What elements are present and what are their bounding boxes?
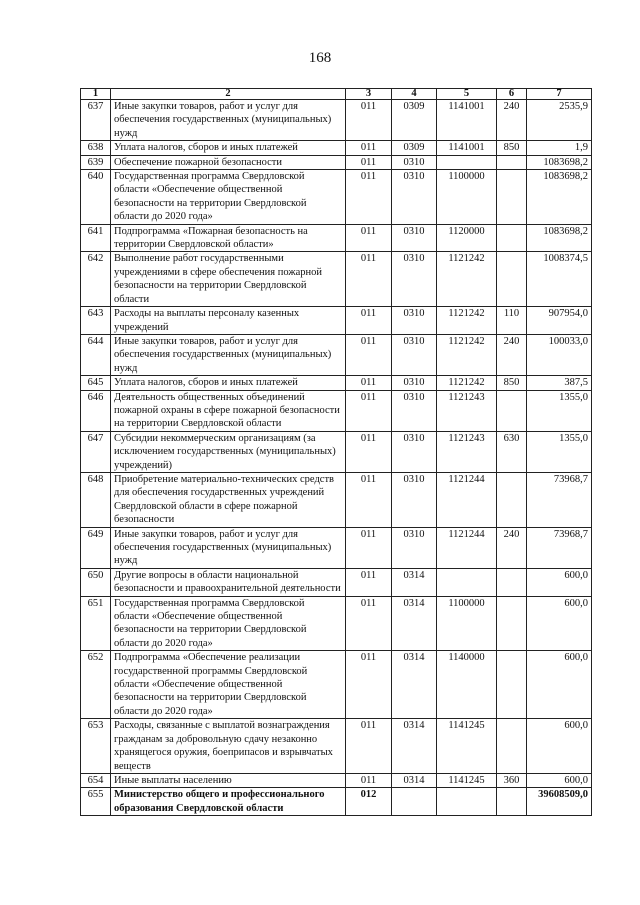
row-amount: 1083698,2 [527, 224, 592, 252]
row-amount: 1083698,2 [527, 155, 592, 169]
row-name: Подпрограмма «Пожарная безопасность на территории Свердловской области» [111, 224, 346, 252]
row-expense-type-code: 240 [497, 527, 527, 568]
row-section-code: 0309 [392, 141, 437, 155]
row-expense-type-code: 240 [497, 100, 527, 141]
row-expense-type-code [497, 224, 527, 252]
row-department-code: 011 [346, 224, 392, 252]
row-expense-type-code [497, 651, 527, 719]
row-number: 648 [81, 472, 111, 527]
row-name: Расходы, связанные с выплатой вознаграждения гражданам за добровольную сдачу незаконно хранящегося оружия, боеприпасов и взрывчатых веществ [111, 719, 346, 774]
row-section-code: 0310 [392, 252, 437, 307]
row-section-code: 0310 [392, 472, 437, 527]
row-number: 643 [81, 307, 111, 335]
row-target-code: 1100000 [437, 170, 497, 225]
row-expense-type-code [497, 568, 527, 596]
row-target-code: 1120000 [437, 224, 497, 252]
row-number: 641 [81, 224, 111, 252]
row-section-code: 0314 [392, 568, 437, 596]
row-department-code: 011 [346, 307, 392, 335]
row-target-code: 1121243 [437, 390, 497, 431]
row-amount: 39608509,0 [527, 788, 592, 816]
row-name: Министерство общего и профессионального образования Свердловской области [111, 788, 346, 816]
row-amount: 600,0 [527, 568, 592, 596]
row-department-code: 011 [346, 376, 392, 390]
row-department-code: 011 [346, 390, 392, 431]
row-number: 649 [81, 527, 111, 568]
row-section-code: 0314 [392, 651, 437, 719]
row-target-code [437, 568, 497, 596]
row-name: Иные выплаты населению [111, 773, 346, 787]
row-name: Расходы на выплаты персоналу казенных учреждений [111, 307, 346, 335]
row-target-code: 1121242 [437, 252, 497, 307]
header-col-6: 6 [497, 89, 527, 100]
row-section-code: 0310 [392, 527, 437, 568]
row-name: Субсидии некоммерческим организациям (за исключением государственных (муниципальных) учреждений) [111, 431, 346, 472]
row-target-code: 1121243 [437, 431, 497, 472]
row-amount: 1,9 [527, 141, 592, 155]
row-target-code: 1121242 [437, 376, 497, 390]
row-number: 644 [81, 334, 111, 375]
row-expense-type-code [497, 170, 527, 225]
row-name: Уплата налогов, сборов и иных платежей [111, 376, 346, 390]
table-row [81, 719, 592, 774]
table-row [81, 334, 592, 375]
row-expense-type-code: 240 [497, 334, 527, 375]
row-target-code: 1141001 [437, 100, 497, 141]
table-row [81, 568, 592, 596]
row-expense-type-code: 850 [497, 376, 527, 390]
row-amount: 100033,0 [527, 334, 592, 375]
table-row [81, 170, 592, 225]
row-number: 637 [81, 100, 111, 141]
row-expense-type-code [497, 252, 527, 307]
row-section-code: 0310 [392, 390, 437, 431]
row-section-code: 0310 [392, 307, 437, 335]
row-number: 653 [81, 719, 111, 774]
row-target-code [437, 155, 497, 169]
row-amount: 387,5 [527, 376, 592, 390]
row-department-code: 011 [346, 472, 392, 527]
row-department-code: 011 [346, 334, 392, 375]
table-row [81, 788, 592, 816]
row-number: 647 [81, 431, 111, 472]
row-section-code: 0310 [392, 155, 437, 169]
table-row [81, 527, 592, 568]
row-department-code: 011 [346, 155, 392, 169]
row-department-code: 011 [346, 651, 392, 719]
table-row [81, 252, 592, 307]
row-amount: 1355,0 [527, 390, 592, 431]
row-section-code: 0309 [392, 100, 437, 141]
row-amount: 600,0 [527, 773, 592, 787]
row-department-code: 011 [346, 100, 392, 141]
table-row [81, 141, 592, 155]
table-row [81, 307, 592, 335]
row-target-code: 1100000 [437, 596, 497, 651]
budget-table [80, 88, 592, 816]
row-number: 640 [81, 170, 111, 225]
row-expense-type-code: 110 [497, 307, 527, 335]
row-section-code: 0314 [392, 773, 437, 787]
table-row [81, 596, 592, 651]
header-col-7: 7 [527, 89, 592, 100]
table-row [81, 651, 592, 719]
row-department-code: 011 [346, 719, 392, 774]
row-expense-type-code [497, 155, 527, 169]
row-section-code: 0310 [392, 224, 437, 252]
row-section-code: 0310 [392, 376, 437, 390]
row-target-code [437, 788, 497, 816]
row-target-code: 1121244 [437, 527, 497, 568]
table-row [81, 224, 592, 252]
row-name: Государственная программа Свердловской области «Обеспечение общественной безопасности на территории Свердловской области до 2020 года» [111, 596, 346, 651]
row-department-code: 011 [346, 773, 392, 787]
row-department-code: 011 [346, 527, 392, 568]
table-row [81, 472, 592, 527]
row-number: 639 [81, 155, 111, 169]
row-department-code: 011 [346, 568, 392, 596]
page-number: 168 [308, 50, 332, 66]
row-number: 654 [81, 773, 111, 787]
row-amount: 1083698,2 [527, 170, 592, 225]
table-row [81, 100, 592, 141]
row-name: Государственная программа Свердловской области «Обеспечение общественной безопасности на территории Свердловской области до 2020 года» [111, 170, 346, 225]
row-amount: 1355,0 [527, 431, 592, 472]
row-target-code: 1121244 [437, 472, 497, 527]
row-department-code: 011 [346, 596, 392, 651]
row-expense-type-code [497, 788, 527, 816]
header-col-3: 3 [346, 89, 392, 100]
row-amount: 73968,7 [527, 472, 592, 527]
row-department-code: 011 [346, 252, 392, 307]
row-target-code: 1141245 [437, 719, 497, 774]
row-name: Другие вопросы в области национальной безопасности и правоохранительной деятельности [111, 568, 346, 596]
row-amount: 600,0 [527, 719, 592, 774]
row-amount: 1008374,5 [527, 252, 592, 307]
row-number: 642 [81, 252, 111, 307]
row-amount: 2535,9 [527, 100, 592, 141]
row-number: 655 [81, 788, 111, 816]
row-section-code: 0310 [392, 170, 437, 225]
row-section-code: 0314 [392, 719, 437, 774]
row-expense-type-code: 850 [497, 141, 527, 155]
row-expense-type-code [497, 596, 527, 651]
table-row [81, 376, 592, 390]
row-expense-type-code: 360 [497, 773, 527, 787]
row-name: Иные закупки товаров, работ и услуг для обеспечения государственных (муниципальных) нужд [111, 334, 346, 375]
table-row [81, 155, 592, 169]
row-name: Подпрограмма «Обеспечение реализации государственной программы Свердловской области «Обеспечение общественной безопасности на территории Свердловской области до 2020 года» [111, 651, 346, 719]
row-expense-type-code [497, 472, 527, 527]
row-name: Обеспечение пожарной безопасности [111, 155, 346, 169]
row-target-code: 1140000 [437, 651, 497, 719]
row-amount: 907954,0 [527, 307, 592, 335]
row-section-code [392, 788, 437, 816]
row-section-code: 0314 [392, 596, 437, 651]
table-header-row [81, 89, 592, 100]
table-row [81, 431, 592, 472]
row-department-code: 011 [346, 170, 392, 225]
row-name: Уплата налогов, сборов и иных платежей [111, 141, 346, 155]
row-section-code: 0310 [392, 334, 437, 375]
header-col-5: 5 [437, 89, 497, 100]
row-target-code: 1121242 [437, 334, 497, 375]
row-expense-type-code: 630 [497, 431, 527, 472]
row-target-code: 1121242 [437, 307, 497, 335]
row-number: 650 [81, 568, 111, 596]
row-department-code: 012 [346, 788, 392, 816]
row-number: 652 [81, 651, 111, 719]
row-amount: 600,0 [527, 596, 592, 651]
row-number: 646 [81, 390, 111, 431]
row-expense-type-code [497, 719, 527, 774]
row-department-code: 011 [346, 431, 392, 472]
row-number: 651 [81, 596, 111, 651]
table-row [81, 390, 592, 431]
header-col-4: 4 [392, 89, 437, 100]
header-col-2: 2 [111, 89, 346, 100]
header-col-1: 1 [81, 89, 111, 100]
row-name: Приобретение материально-технических средств для обеспечения государственных учреждений Свердловской области в сфере пожарной безопасности [111, 472, 346, 527]
row-section-code: 0310 [392, 431, 437, 472]
row-name: Деятельность общественных объединений пожарной охраны в сфере пожарной безопасности на территории Свердловской области [111, 390, 346, 431]
table-body [81, 100, 592, 816]
row-name: Иные закупки товаров, работ и услуг для обеспечения государственных (муниципальных) нужд [111, 100, 346, 141]
row-target-code: 1141001 [437, 141, 497, 155]
row-expense-type-code [497, 390, 527, 431]
row-amount: 73968,7 [527, 527, 592, 568]
row-number: 638 [81, 141, 111, 155]
row-name: Иные закупки товаров, работ и услуг для обеспечения государственных (муниципальных) нужд [111, 527, 346, 568]
row-number: 645 [81, 376, 111, 390]
row-department-code: 011 [346, 141, 392, 155]
table-row [81, 773, 592, 787]
row-target-code: 1141245 [437, 773, 497, 787]
row-amount: 600,0 [527, 651, 592, 719]
row-name: Выполнение работ государственными учреждениями в сфере обеспечения пожарной безопасности на территории Свердловской области [111, 252, 346, 307]
